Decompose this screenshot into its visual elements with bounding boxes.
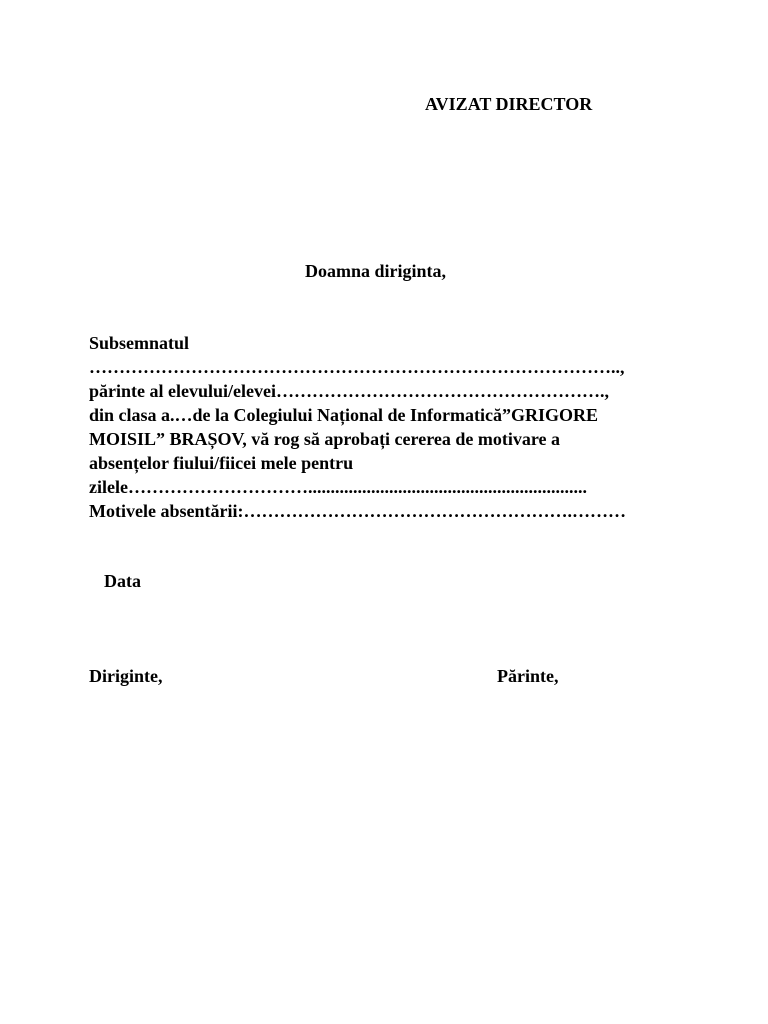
body-line: Motivele absentării:……………………………………………….……… [89, 501, 626, 521]
body-line: din clasa a.…de la Colegiului Național de Informatică”GRIGORE [89, 405, 599, 425]
body-line: …………………………………………………………………………….., [89, 357, 625, 377]
signature-diriginte: Diriginte, [89, 666, 163, 686]
signature-parinte: Părinte, [497, 666, 559, 686]
body-line: absențelor fiului/fiicei mele pentru [89, 453, 354, 473]
body-line: MOISIL” BRAȘOV, vă rog să aprobați cererea de motivare a [89, 429, 560, 449]
body-line: părinte al elevului/elevei………………………………………………., [89, 381, 609, 401]
body-line: Subsemnatul [89, 333, 190, 353]
approval-heading: AVIZAT DIRECTOR [425, 94, 593, 114]
date-label: Data [104, 571, 141, 591]
salutation: Doamna diriginta, [305, 261, 447, 281]
body-line: zilele………………………….............................................................. [89, 477, 587, 497]
